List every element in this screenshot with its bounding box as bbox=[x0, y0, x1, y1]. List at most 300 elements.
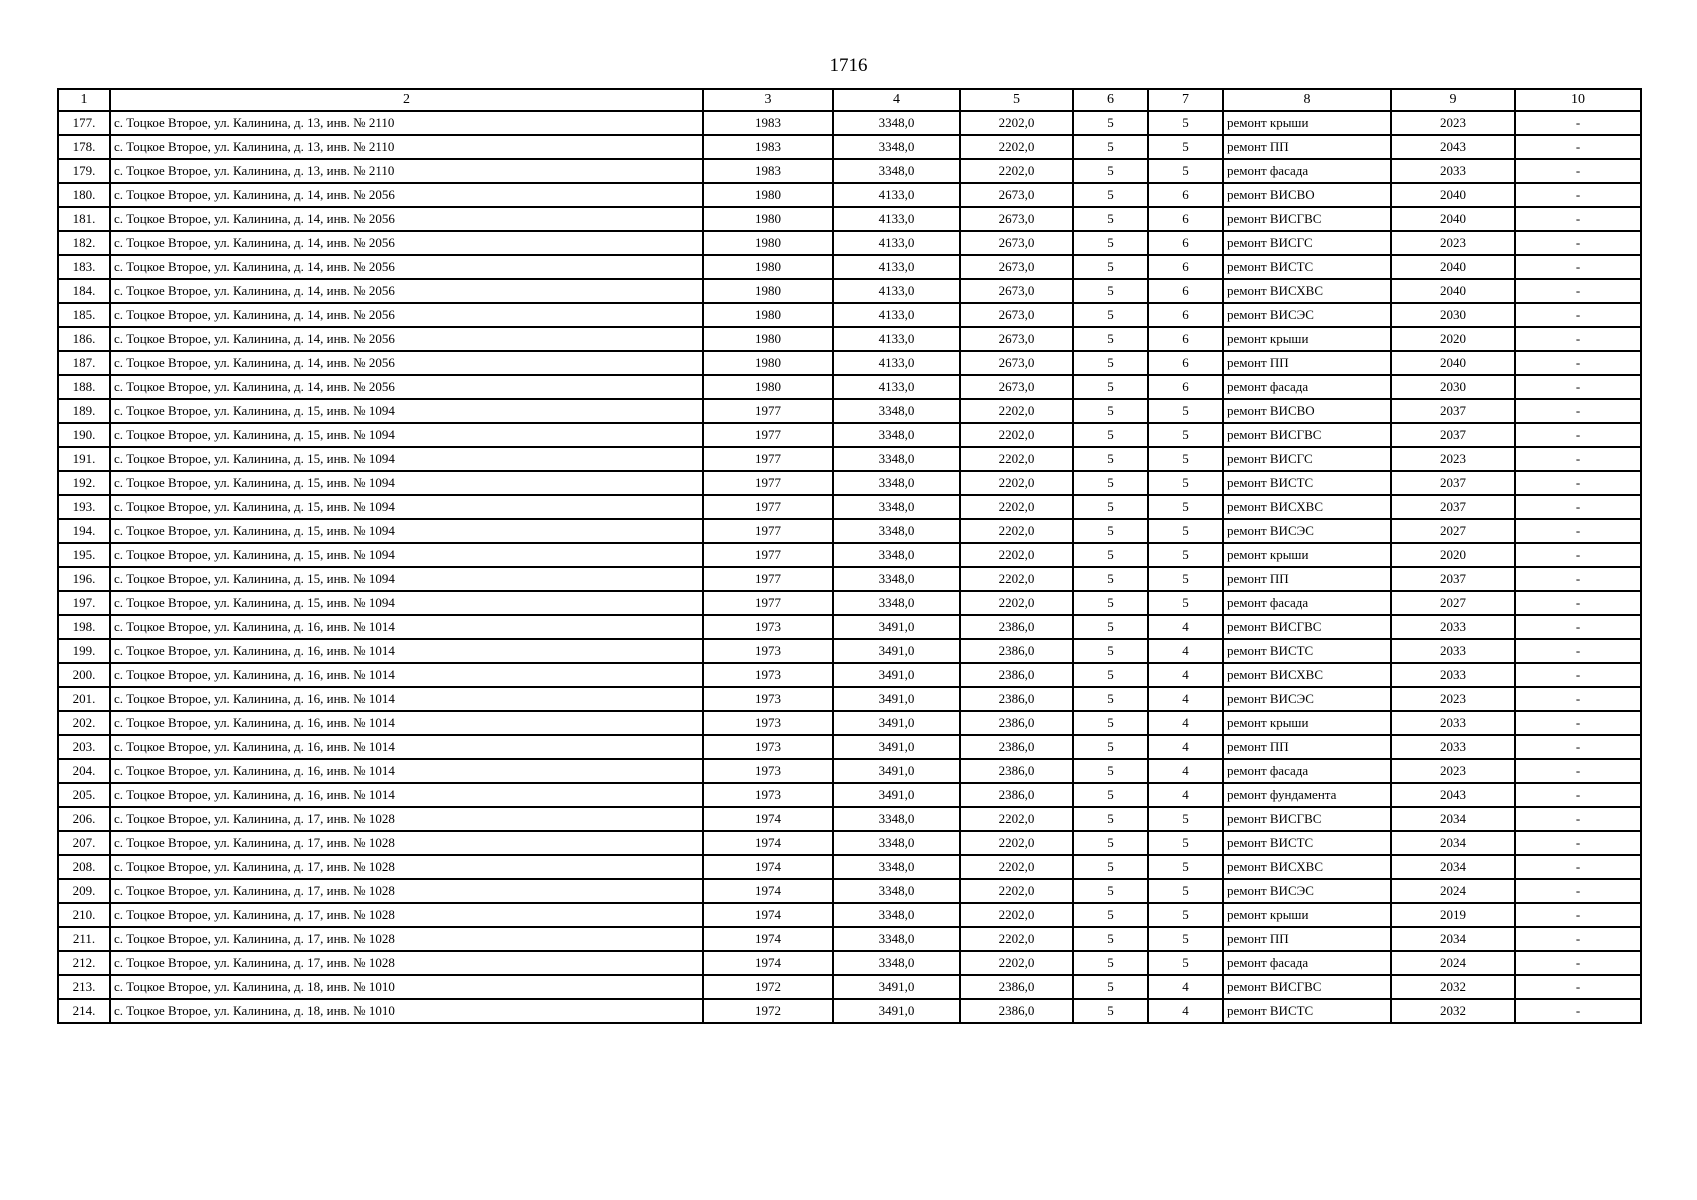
address-cell: с. Тоцкое Второе, ул. Калинина, д. 17, инв. № 1028 bbox=[110, 879, 703, 903]
floors-cell: 5 bbox=[1073, 831, 1148, 855]
address-cell: с. Тоцкое Второе, ул. Калинина, д. 13, инв. № 2110 bbox=[110, 111, 703, 135]
floors-cell: 5 bbox=[1073, 399, 1148, 423]
row-number-cell: 185. bbox=[58, 303, 110, 327]
address-cell: с. Тоцкое Второе, ул. Калинина, д. 14, инв. № 2056 bbox=[110, 303, 703, 327]
work-type-cell: ремонт ПП bbox=[1223, 927, 1391, 951]
table-row bbox=[58, 447, 1641, 471]
address-cell: с. Тоцкое Второе, ул. Калинина, д. 15, инв. № 1094 bbox=[110, 447, 703, 471]
living-area-cell: 2386,0 bbox=[960, 783, 1073, 807]
note-cell: - bbox=[1515, 375, 1641, 399]
row-number-cell: 178. bbox=[58, 135, 110, 159]
planned-year-cell: 2037 bbox=[1391, 471, 1515, 495]
row-number-cell: 193. bbox=[58, 495, 110, 519]
entrances-cell: 6 bbox=[1148, 375, 1223, 399]
table-row bbox=[58, 735, 1641, 759]
living-area-cell: 2673,0 bbox=[960, 303, 1073, 327]
year-built-cell: 1980 bbox=[703, 207, 833, 231]
entrances-cell: 5 bbox=[1148, 591, 1223, 615]
floors-cell: 5 bbox=[1073, 183, 1148, 207]
table-row bbox=[58, 687, 1641, 711]
address-cell: с. Тоцкое Второе, ул. Калинина, д. 17, инв. № 1028 bbox=[110, 855, 703, 879]
row-number-cell: 200. bbox=[58, 663, 110, 687]
living-area-cell: 2202,0 bbox=[960, 519, 1073, 543]
note-cell: - bbox=[1515, 951, 1641, 975]
planned-year-cell: 2040 bbox=[1391, 255, 1515, 279]
entrances-cell: 4 bbox=[1148, 975, 1223, 999]
address-cell: с. Тоцкое Второе, ул. Калинина, д. 14, инв. № 2056 bbox=[110, 327, 703, 351]
entrances-cell: 6 bbox=[1148, 351, 1223, 375]
work-type-cell: ремонт фундамента bbox=[1223, 783, 1391, 807]
living-area-cell: 2202,0 bbox=[960, 399, 1073, 423]
table-row bbox=[58, 111, 1641, 135]
row-number-cell: 180. bbox=[58, 183, 110, 207]
planned-year-cell: 2033 bbox=[1391, 711, 1515, 735]
note-cell: - bbox=[1515, 639, 1641, 663]
row-number-cell: 198. bbox=[58, 615, 110, 639]
year-built-cell: 1983 bbox=[703, 135, 833, 159]
total-area-cell: 3348,0 bbox=[833, 831, 960, 855]
floors-cell: 5 bbox=[1073, 663, 1148, 687]
table-row bbox=[58, 711, 1641, 735]
planned-year-cell: 2033 bbox=[1391, 159, 1515, 183]
floors-cell: 5 bbox=[1073, 231, 1148, 255]
note-cell: - bbox=[1515, 471, 1641, 495]
entrances-cell: 5 bbox=[1148, 567, 1223, 591]
planned-year-cell: 2034 bbox=[1391, 831, 1515, 855]
work-type-cell: ремонт фасада bbox=[1223, 159, 1391, 183]
planned-year-cell: 2037 bbox=[1391, 399, 1515, 423]
note-cell: - bbox=[1515, 255, 1641, 279]
floors-cell: 5 bbox=[1073, 735, 1148, 759]
note-cell: - bbox=[1515, 183, 1641, 207]
entrances-cell: 5 bbox=[1148, 447, 1223, 471]
entrances-cell: 4 bbox=[1148, 783, 1223, 807]
total-area-cell: 4133,0 bbox=[833, 303, 960, 327]
row-number-cell: 210. bbox=[58, 903, 110, 927]
living-area-cell: 2202,0 bbox=[960, 423, 1073, 447]
address-cell: с. Тоцкое Второе, ул. Калинина, д. 14, инв. № 2056 bbox=[110, 183, 703, 207]
planned-year-cell: 2023 bbox=[1391, 759, 1515, 783]
year-built-cell: 1974 bbox=[703, 807, 833, 831]
year-built-cell: 1974 bbox=[703, 951, 833, 975]
living-area-cell: 2202,0 bbox=[960, 447, 1073, 471]
total-area-cell: 3348,0 bbox=[833, 951, 960, 975]
address-cell: с. Тоцкое Второе, ул. Калинина, д. 18, инв. № 1010 bbox=[110, 999, 703, 1023]
total-area-cell: 4133,0 bbox=[833, 375, 960, 399]
living-area-cell: 2202,0 bbox=[960, 543, 1073, 567]
work-type-cell: ремонт ВИСГВС bbox=[1223, 423, 1391, 447]
planned-year-cell: 2037 bbox=[1391, 495, 1515, 519]
planned-year-cell: 2020 bbox=[1391, 327, 1515, 351]
year-built-cell: 1974 bbox=[703, 831, 833, 855]
work-type-cell: ремонт крыши bbox=[1223, 903, 1391, 927]
note-cell: - bbox=[1515, 831, 1641, 855]
table-row bbox=[58, 543, 1641, 567]
work-type-cell: ремонт ВИСВО bbox=[1223, 399, 1391, 423]
floors-cell: 5 bbox=[1073, 615, 1148, 639]
row-number-cell: 195. bbox=[58, 543, 110, 567]
year-built-cell: 1977 bbox=[703, 399, 833, 423]
floors-cell: 5 bbox=[1073, 855, 1148, 879]
table-row bbox=[58, 567, 1641, 591]
planned-year-cell: 2023 bbox=[1391, 111, 1515, 135]
planned-year-cell: 2027 bbox=[1391, 519, 1515, 543]
column-header-8: 8 bbox=[1223, 89, 1391, 111]
work-type-cell: ремонт ВИСТС bbox=[1223, 255, 1391, 279]
living-area-cell: 2202,0 bbox=[960, 111, 1073, 135]
living-area-cell: 2386,0 bbox=[960, 639, 1073, 663]
floors-cell: 5 bbox=[1073, 423, 1148, 447]
page-number: 1716 bbox=[829, 55, 868, 76]
entrances-cell: 4 bbox=[1148, 999, 1223, 1023]
row-number-cell: 212. bbox=[58, 951, 110, 975]
floors-cell: 5 bbox=[1073, 519, 1148, 543]
planned-year-cell: 2023 bbox=[1391, 231, 1515, 255]
planned-year-cell: 2040 bbox=[1391, 207, 1515, 231]
address-cell: с. Тоцкое Второе, ул. Калинина, д. 15, инв. № 1094 bbox=[110, 519, 703, 543]
address-cell: с. Тоцкое Второе, ул. Калинина, д. 15, инв. № 1094 bbox=[110, 495, 703, 519]
total-area-cell: 3348,0 bbox=[833, 495, 960, 519]
year-built-cell: 1973 bbox=[703, 615, 833, 639]
address-cell: с. Тоцкое Второе, ул. Калинина, д. 15, инв. № 1094 bbox=[110, 471, 703, 495]
total-area-cell: 3348,0 bbox=[833, 111, 960, 135]
table-row bbox=[58, 903, 1641, 927]
note-cell: - bbox=[1515, 927, 1641, 951]
planned-year-cell: 2032 bbox=[1391, 999, 1515, 1023]
planned-year-cell: 2020 bbox=[1391, 543, 1515, 567]
work-type-cell: ремонт ВИСХВС bbox=[1223, 495, 1391, 519]
note-cell: - bbox=[1515, 879, 1641, 903]
address-cell: с. Тоцкое Второе, ул. Калинина, д. 13, инв. № 2110 bbox=[110, 159, 703, 183]
year-built-cell: 1980 bbox=[703, 327, 833, 351]
entrances-cell: 4 bbox=[1148, 663, 1223, 687]
address-cell: с. Тоцкое Второе, ул. Калинина, д. 17, инв. № 1028 bbox=[110, 903, 703, 927]
floors-cell: 5 bbox=[1073, 639, 1148, 663]
total-area-cell: 3348,0 bbox=[833, 807, 960, 831]
row-number-cell: 187. bbox=[58, 351, 110, 375]
table-row bbox=[58, 759, 1641, 783]
table-row bbox=[58, 783, 1641, 807]
living-area-cell: 2386,0 bbox=[960, 999, 1073, 1023]
work-type-cell: ремонт ПП bbox=[1223, 567, 1391, 591]
year-built-cell: 1980 bbox=[703, 255, 833, 279]
planned-year-cell: 2040 bbox=[1391, 351, 1515, 375]
table-row bbox=[58, 327, 1641, 351]
total-area-cell: 3348,0 bbox=[833, 159, 960, 183]
note-cell: - bbox=[1515, 759, 1641, 783]
entrances-cell: 6 bbox=[1148, 279, 1223, 303]
floors-cell: 5 bbox=[1073, 567, 1148, 591]
note-cell: - bbox=[1515, 423, 1641, 447]
year-built-cell: 1972 bbox=[703, 975, 833, 999]
floors-cell: 5 bbox=[1073, 687, 1148, 711]
repair-schedule-table bbox=[57, 88, 1642, 1024]
address-cell: с. Тоцкое Второе, ул. Калинина, д. 15, инв. № 1094 bbox=[110, 543, 703, 567]
living-area-cell: 2673,0 bbox=[960, 207, 1073, 231]
living-area-cell: 2673,0 bbox=[960, 375, 1073, 399]
work-type-cell: ремонт ВИСТС bbox=[1223, 639, 1391, 663]
total-area-cell: 3348,0 bbox=[833, 447, 960, 471]
work-type-cell: ремонт ПП bbox=[1223, 735, 1391, 759]
table-row bbox=[58, 951, 1641, 975]
note-cell: - bbox=[1515, 111, 1641, 135]
entrances-cell: 5 bbox=[1148, 111, 1223, 135]
note-cell: - bbox=[1515, 279, 1641, 303]
work-type-cell: ремонт ВИСГВС bbox=[1223, 807, 1391, 831]
planned-year-cell: 2034 bbox=[1391, 807, 1515, 831]
year-built-cell: 1980 bbox=[703, 231, 833, 255]
living-area-cell: 2386,0 bbox=[960, 615, 1073, 639]
total-area-cell: 4133,0 bbox=[833, 231, 960, 255]
address-cell: с. Тоцкое Второе, ул. Калинина, д. 16, инв. № 1014 bbox=[110, 687, 703, 711]
entrances-cell: 5 bbox=[1148, 807, 1223, 831]
planned-year-cell: 2032 bbox=[1391, 975, 1515, 999]
total-area-cell: 3348,0 bbox=[833, 567, 960, 591]
living-area-cell: 2202,0 bbox=[960, 567, 1073, 591]
note-cell: - bbox=[1515, 351, 1641, 375]
floors-cell: 5 bbox=[1073, 999, 1148, 1023]
table-row bbox=[58, 255, 1641, 279]
total-area-cell: 3348,0 bbox=[833, 543, 960, 567]
floors-cell: 5 bbox=[1073, 207, 1148, 231]
table-row bbox=[58, 615, 1641, 639]
entrances-cell: 4 bbox=[1148, 759, 1223, 783]
living-area-cell: 2386,0 bbox=[960, 975, 1073, 999]
entrances-cell: 6 bbox=[1148, 255, 1223, 279]
year-built-cell: 1974 bbox=[703, 879, 833, 903]
note-cell: - bbox=[1515, 783, 1641, 807]
total-area-cell: 4133,0 bbox=[833, 183, 960, 207]
row-number-cell: 207. bbox=[58, 831, 110, 855]
row-number-cell: 192. bbox=[58, 471, 110, 495]
address-cell: с. Тоцкое Второе, ул. Калинина, д. 15, инв. № 1094 bbox=[110, 567, 703, 591]
work-type-cell: ремонт крыши bbox=[1223, 111, 1391, 135]
address-cell: с. Тоцкое Второе, ул. Калинина, д. 15, инв. № 1094 bbox=[110, 399, 703, 423]
address-cell: с. Тоцкое Второе, ул. Калинина, д. 18, инв. № 1010 bbox=[110, 975, 703, 999]
entrances-cell: 5 bbox=[1148, 951, 1223, 975]
floors-cell: 5 bbox=[1073, 135, 1148, 159]
address-cell: с. Тоцкое Второе, ул. Калинина, д. 16, инв. № 1014 bbox=[110, 639, 703, 663]
address-cell: с. Тоцкое Второе, ул. Калинина, д. 16, инв. № 1014 bbox=[110, 711, 703, 735]
planned-year-cell: 2027 bbox=[1391, 591, 1515, 615]
row-number-cell: 202. bbox=[58, 711, 110, 735]
total-area-cell: 4133,0 bbox=[833, 327, 960, 351]
address-cell: с. Тоцкое Второе, ул. Калинина, д. 16, инв. № 1014 bbox=[110, 615, 703, 639]
address-cell: с. Тоцкое Второе, ул. Калинина, д. 16, инв. № 1014 bbox=[110, 783, 703, 807]
work-type-cell: ремонт ВИСЭС bbox=[1223, 687, 1391, 711]
work-type-cell: ремонт ВИСТС bbox=[1223, 999, 1391, 1023]
table-row bbox=[58, 879, 1641, 903]
column-header-7: 7 bbox=[1148, 89, 1223, 111]
floors-cell: 5 bbox=[1073, 471, 1148, 495]
table-row bbox=[58, 855, 1641, 879]
table-row bbox=[58, 231, 1641, 255]
living-area-cell: 2673,0 bbox=[960, 231, 1073, 255]
year-built-cell: 1973 bbox=[703, 711, 833, 735]
column-header-1: 1 bbox=[58, 89, 110, 111]
planned-year-cell: 2034 bbox=[1391, 927, 1515, 951]
total-area-cell: 3491,0 bbox=[833, 735, 960, 759]
row-number-cell: 181. bbox=[58, 207, 110, 231]
planned-year-cell: 2040 bbox=[1391, 279, 1515, 303]
column-header-3: 3 bbox=[703, 89, 833, 111]
note-cell: - bbox=[1515, 231, 1641, 255]
planned-year-cell: 2033 bbox=[1391, 663, 1515, 687]
year-built-cell: 1977 bbox=[703, 447, 833, 471]
living-area-cell: 2673,0 bbox=[960, 327, 1073, 351]
table-row bbox=[58, 639, 1641, 663]
planned-year-cell: 2033 bbox=[1391, 615, 1515, 639]
entrances-cell: 6 bbox=[1148, 327, 1223, 351]
living-area-cell: 2202,0 bbox=[960, 951, 1073, 975]
planned-year-cell: 2023 bbox=[1391, 447, 1515, 471]
address-cell: с. Тоцкое Второе, ул. Калинина, д. 14, инв. № 2056 bbox=[110, 351, 703, 375]
work-type-cell: ремонт ВИСТС bbox=[1223, 471, 1391, 495]
planned-year-cell: 2024 bbox=[1391, 951, 1515, 975]
row-number-cell: 208. bbox=[58, 855, 110, 879]
total-area-cell: 3491,0 bbox=[833, 663, 960, 687]
entrances-cell: 4 bbox=[1148, 711, 1223, 735]
living-area-cell: 2386,0 bbox=[960, 687, 1073, 711]
entrances-cell: 5 bbox=[1148, 135, 1223, 159]
total-area-cell: 3348,0 bbox=[833, 591, 960, 615]
table-row bbox=[58, 399, 1641, 423]
living-area-cell: 2202,0 bbox=[960, 927, 1073, 951]
address-cell: с. Тоцкое Второе, ул. Калинина, д. 16, инв. № 1014 bbox=[110, 735, 703, 759]
entrances-cell: 4 bbox=[1148, 735, 1223, 759]
planned-year-cell: 2037 bbox=[1391, 423, 1515, 447]
row-number-cell: 209. bbox=[58, 879, 110, 903]
total-area-cell: 3491,0 bbox=[833, 783, 960, 807]
note-cell: - bbox=[1515, 303, 1641, 327]
work-type-cell: ремонт ВИСЭС bbox=[1223, 879, 1391, 903]
table-row bbox=[58, 999, 1641, 1023]
year-built-cell: 1977 bbox=[703, 567, 833, 591]
row-number-cell: 201. bbox=[58, 687, 110, 711]
note-cell: - bbox=[1515, 687, 1641, 711]
year-built-cell: 1977 bbox=[703, 519, 833, 543]
entrances-cell: 5 bbox=[1148, 543, 1223, 567]
work-type-cell: ремонт ПП bbox=[1223, 135, 1391, 159]
total-area-cell: 3491,0 bbox=[833, 687, 960, 711]
living-area-cell: 2202,0 bbox=[960, 879, 1073, 903]
year-built-cell: 1977 bbox=[703, 423, 833, 447]
living-area-cell: 2202,0 bbox=[960, 903, 1073, 927]
entrances-cell: 5 bbox=[1148, 855, 1223, 879]
note-cell: - bbox=[1515, 447, 1641, 471]
total-area-cell: 3348,0 bbox=[833, 855, 960, 879]
table-row bbox=[58, 807, 1641, 831]
floors-cell: 5 bbox=[1073, 351, 1148, 375]
note-cell: - bbox=[1515, 807, 1641, 831]
entrances-cell: 5 bbox=[1148, 399, 1223, 423]
floors-cell: 5 bbox=[1073, 303, 1148, 327]
entrances-cell: 5 bbox=[1148, 471, 1223, 495]
row-number-cell: 203. bbox=[58, 735, 110, 759]
planned-year-cell: 2034 bbox=[1391, 855, 1515, 879]
table-row bbox=[58, 351, 1641, 375]
note-cell: - bbox=[1515, 519, 1641, 543]
work-type-cell: ремонт ВИСТС bbox=[1223, 831, 1391, 855]
work-type-cell: ремонт ПП bbox=[1223, 351, 1391, 375]
year-built-cell: 1980 bbox=[703, 279, 833, 303]
planned-year-cell: 2030 bbox=[1391, 375, 1515, 399]
work-type-cell: ремонт ВИСГВС bbox=[1223, 615, 1391, 639]
living-area-cell: 2202,0 bbox=[960, 495, 1073, 519]
work-type-cell: ремонт ВИСГС bbox=[1223, 447, 1391, 471]
year-built-cell: 1973 bbox=[703, 663, 833, 687]
year-built-cell: 1974 bbox=[703, 927, 833, 951]
row-number-cell: 196. bbox=[58, 567, 110, 591]
floors-cell: 5 bbox=[1073, 543, 1148, 567]
work-type-cell: ремонт фасада bbox=[1223, 375, 1391, 399]
floors-cell: 5 bbox=[1073, 975, 1148, 999]
year-built-cell: 1980 bbox=[703, 303, 833, 327]
address-cell: с. Тоцкое Второе, ул. Калинина, д. 14, инв. № 2056 bbox=[110, 375, 703, 399]
address-cell: с. Тоцкое Второе, ул. Калинина, д. 16, инв. № 1014 bbox=[110, 663, 703, 687]
year-built-cell: 1983 bbox=[703, 111, 833, 135]
year-built-cell: 1980 bbox=[703, 183, 833, 207]
table-row bbox=[58, 423, 1641, 447]
living-area-cell: 2386,0 bbox=[960, 711, 1073, 735]
work-type-cell: ремонт ВИСЭС bbox=[1223, 303, 1391, 327]
table-header-row bbox=[58, 89, 1641, 111]
total-area-cell: 3491,0 bbox=[833, 639, 960, 663]
table-row bbox=[58, 663, 1641, 687]
work-type-cell: ремонт ВИСГВС bbox=[1223, 207, 1391, 231]
year-built-cell: 1983 bbox=[703, 159, 833, 183]
row-number-cell: 205. bbox=[58, 783, 110, 807]
work-type-cell: ремонт ВИСЭС bbox=[1223, 519, 1391, 543]
total-area-cell: 3348,0 bbox=[833, 135, 960, 159]
table-row bbox=[58, 159, 1641, 183]
work-type-cell: ремонт ВИСГС bbox=[1223, 231, 1391, 255]
year-built-cell: 1977 bbox=[703, 591, 833, 615]
living-area-cell: 2202,0 bbox=[960, 831, 1073, 855]
row-number-cell: 214. bbox=[58, 999, 110, 1023]
floors-cell: 5 bbox=[1073, 279, 1148, 303]
entrances-cell: 5 bbox=[1148, 159, 1223, 183]
row-number-cell: 190. bbox=[58, 423, 110, 447]
total-area-cell: 3348,0 bbox=[833, 399, 960, 423]
work-type-cell: ремонт фасада bbox=[1223, 591, 1391, 615]
year-built-cell: 1980 bbox=[703, 351, 833, 375]
floors-cell: 5 bbox=[1073, 807, 1148, 831]
planned-year-cell: 2024 bbox=[1391, 879, 1515, 903]
planned-year-cell: 2030 bbox=[1391, 303, 1515, 327]
row-number-cell: 204. bbox=[58, 759, 110, 783]
work-type-cell: ремонт ВИСГВС bbox=[1223, 975, 1391, 999]
table-body bbox=[58, 89, 1641, 1023]
floors-cell: 5 bbox=[1073, 255, 1148, 279]
floors-cell: 5 bbox=[1073, 159, 1148, 183]
row-number-cell: 194. bbox=[58, 519, 110, 543]
address-cell: с. Тоцкое Второе, ул. Калинина, д. 14, инв. № 2056 bbox=[110, 279, 703, 303]
work-type-cell: ремонт крыши bbox=[1223, 327, 1391, 351]
address-cell: с. Тоцкое Второе, ул. Калинина, д. 17, инв. № 1028 bbox=[110, 927, 703, 951]
work-type-cell: ремонт ВИСХВС bbox=[1223, 663, 1391, 687]
living-area-cell: 2202,0 bbox=[960, 159, 1073, 183]
work-type-cell: ремонт крыши bbox=[1223, 711, 1391, 735]
row-number-cell: 197. bbox=[58, 591, 110, 615]
total-area-cell: 3491,0 bbox=[833, 615, 960, 639]
living-area-cell: 2386,0 bbox=[960, 663, 1073, 687]
row-number-cell: 191. bbox=[58, 447, 110, 471]
entrances-cell: 5 bbox=[1148, 903, 1223, 927]
address-cell: с. Тоцкое Второе, ул. Калинина, д. 15, инв. № 1094 bbox=[110, 423, 703, 447]
row-number-cell: 206. bbox=[58, 807, 110, 831]
table-row bbox=[58, 183, 1641, 207]
